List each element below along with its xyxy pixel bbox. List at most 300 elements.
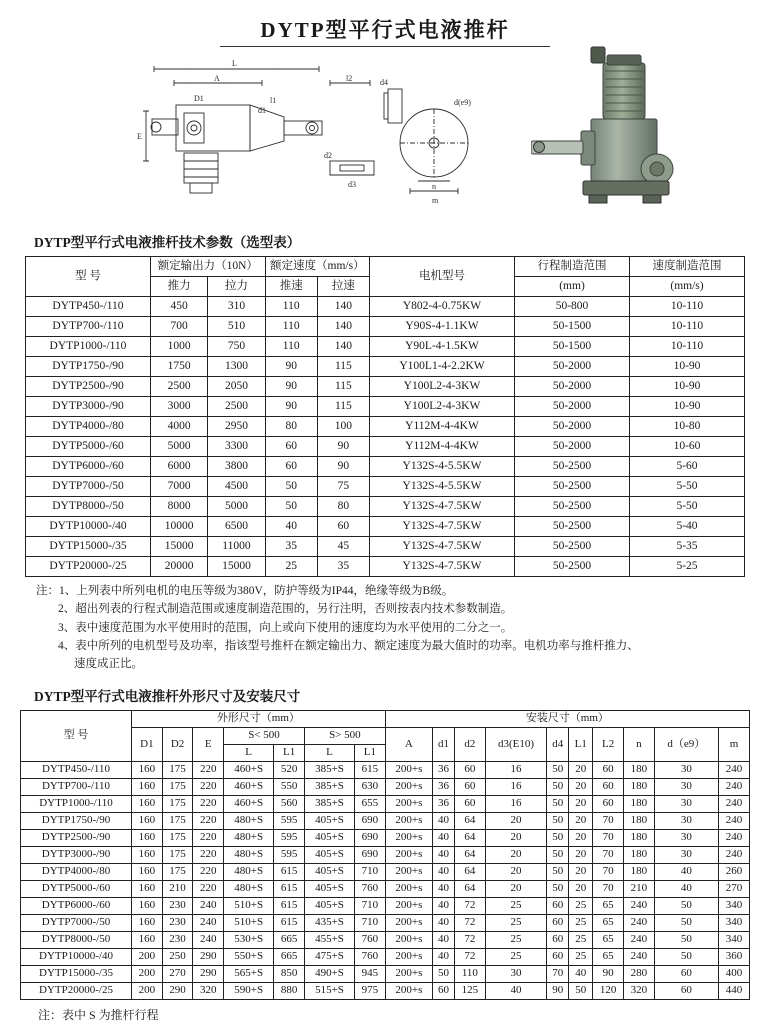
- cell-value: 200+s: [385, 983, 432, 1000]
- table-row: [21, 915, 750, 932]
- cell-value: 60: [317, 517, 369, 537]
- cell-value: 6500: [208, 517, 265, 537]
- cell-model: DYTP700-/110: [21, 779, 132, 796]
- th-speed-range: 速度制造范围: [630, 257, 745, 277]
- cell-value: 175: [162, 847, 193, 864]
- cell-value: Y112M-4-4KW: [370, 437, 515, 457]
- cell-value: 90: [265, 377, 317, 397]
- th2-a: A: [385, 728, 432, 762]
- cell-value: 220: [193, 864, 224, 881]
- cell-value: 760: [355, 881, 386, 898]
- cell-value: 270: [719, 881, 750, 898]
- cell-value: 665: [274, 949, 305, 966]
- cell-value: 240: [719, 796, 750, 813]
- cell-value: Y132S-4-5.5KW: [370, 457, 515, 477]
- cell-value: 6000: [151, 457, 208, 477]
- cell-value: 60: [547, 932, 569, 949]
- cell-value: 10-90: [630, 357, 745, 377]
- cell-value: 10-110: [630, 337, 745, 357]
- cell-value: 340: [719, 932, 750, 949]
- cell-value: 200+s: [385, 915, 432, 932]
- cell-value: 80: [317, 497, 369, 517]
- cell-value: 200+s: [385, 830, 432, 847]
- cell-value: Y90L-4-1.5KW: [370, 337, 515, 357]
- cell-value: 30: [654, 762, 718, 779]
- th-stroke-unit: (mm): [515, 277, 630, 297]
- cell-value: 50-2500: [515, 497, 630, 517]
- cell-value: 50: [547, 813, 569, 830]
- cell-model: DYTP450-/110: [21, 762, 132, 779]
- dimension-table-body: [21, 762, 750, 1000]
- cell-value: Y100L2-4-3KW: [370, 377, 515, 397]
- cell-value: 230: [162, 915, 193, 932]
- cell-value: 50-2000: [515, 437, 630, 457]
- table-row: [26, 357, 745, 377]
- cell-value: 25: [265, 557, 317, 577]
- cell-value: 210: [162, 881, 193, 898]
- cell-value: 35: [317, 557, 369, 577]
- cell-value: 25: [485, 949, 547, 966]
- cell-value: 1000: [151, 337, 208, 357]
- cell-value: 230: [162, 932, 193, 949]
- cell-value: 50: [654, 932, 718, 949]
- table-row: [21, 881, 750, 898]
- cell-value: 60: [547, 915, 569, 932]
- cell-value: 455+S: [304, 932, 354, 949]
- cell-value: 310: [208, 297, 265, 317]
- cell-value: 180: [623, 779, 654, 796]
- table-row: [21, 949, 750, 966]
- cell-value: 60: [593, 779, 624, 796]
- th2-d2: D2: [162, 728, 193, 762]
- th2-s-lt: S< 500: [224, 728, 305, 745]
- cell-value: 75: [317, 477, 369, 497]
- cell-value: 50-1500: [515, 317, 630, 337]
- cell-value: 210: [623, 881, 654, 898]
- table-row: [21, 932, 750, 949]
- cell-value: 2950: [208, 417, 265, 437]
- cell-value: 25: [569, 898, 593, 915]
- cell-value: 160: [132, 830, 163, 847]
- cell-value: 90: [317, 457, 369, 477]
- cell-value: 560: [274, 796, 305, 813]
- cell-model: DYTP1000-/110: [21, 796, 132, 813]
- cell-value: 240: [623, 915, 654, 932]
- cell-value: 8000: [151, 497, 208, 517]
- table-row: [21, 864, 750, 881]
- cell-value: 10-80: [630, 417, 745, 437]
- cell-value: 60: [547, 949, 569, 966]
- table-row: [21, 813, 750, 830]
- cell-value: 5-50: [630, 497, 745, 517]
- table-row: [21, 779, 750, 796]
- cell-value: 50-2500: [515, 457, 630, 477]
- cell-value: 20: [569, 813, 593, 830]
- cell-value: 530+S: [224, 932, 274, 949]
- cell-value: 10-60: [630, 437, 745, 457]
- cell-value: Y112M-4-4KW: [370, 417, 515, 437]
- cell-value: 320: [193, 983, 224, 1000]
- cell-model: DYTP5000-/60: [26, 437, 151, 457]
- section2-heading: DYTP型平行式电液推杆外形尺寸及安装尺寸: [34, 689, 301, 705]
- th2-l1-a: L1: [274, 745, 305, 762]
- cell-value: 5-25: [630, 557, 745, 577]
- cell-value: 615: [274, 881, 305, 898]
- cell-value: 220: [193, 847, 224, 864]
- svg-text:n: n: [432, 182, 436, 191]
- cell-value: 20: [485, 881, 547, 898]
- cell-value: 160: [132, 898, 163, 915]
- cell-value: 16: [485, 779, 547, 796]
- cell-value: 50-2000: [515, 397, 630, 417]
- cell-value: 385+S: [304, 779, 354, 796]
- cell-value: 180: [623, 830, 654, 847]
- cell-value: 710: [355, 898, 386, 915]
- table-row: [26, 317, 745, 337]
- cell-value: 65: [593, 898, 624, 915]
- cell-value: 200+s: [385, 949, 432, 966]
- cell-value: 140: [317, 297, 369, 317]
- cell-model: DYTP2500-/90: [26, 377, 151, 397]
- cell-model: DYTP6000-/60: [21, 898, 132, 915]
- th-model: 型 号: [26, 257, 151, 297]
- cell-value: 35: [265, 537, 317, 557]
- cell-value: 50-2000: [515, 377, 630, 397]
- cell-value: 110: [455, 966, 486, 983]
- svg-text:d(e9): d(e9): [454, 98, 471, 107]
- cell-model: DYTP20000-/25: [26, 557, 151, 577]
- cell-value: 60: [265, 437, 317, 457]
- cell-value: 405+S: [304, 881, 354, 898]
- cell-value: 50-1500: [515, 337, 630, 357]
- cell-value: 40: [654, 864, 718, 881]
- cell-value: 180: [623, 847, 654, 864]
- cell-value: 70: [593, 847, 624, 864]
- svg-text:d3: d3: [348, 180, 356, 189]
- th2-l-a: L: [224, 745, 274, 762]
- cell-value: Y132S-4-5.5KW: [370, 477, 515, 497]
- technical-drawing-area: [14, 53, 756, 223]
- cell-value: 80: [265, 417, 317, 437]
- cell-value: 220: [193, 779, 224, 796]
- cell-value: 180: [623, 864, 654, 881]
- note-4: 4、表中所列的电机型号及功率，指该型号推杆在额定输出力、额定速度为最大值时的功率。电机功率与推杆推力、: [58, 639, 639, 652]
- cell-value: 180: [623, 762, 654, 779]
- cell-value: 3800: [208, 457, 265, 477]
- table-row: [21, 983, 750, 1000]
- cell-value: 40: [265, 517, 317, 537]
- cell-value: 70: [593, 881, 624, 898]
- cell-value: 450: [151, 297, 208, 317]
- cell-value: 320: [623, 983, 654, 1000]
- cell-value: 475+S: [304, 949, 354, 966]
- cell-value: 65: [593, 915, 624, 932]
- cell-value: 515+S: [304, 983, 354, 1000]
- cell-value: 60: [455, 762, 486, 779]
- cell-value: 200: [132, 983, 163, 1000]
- cell-value: 460+S: [224, 762, 274, 779]
- cell-value: 200+s: [385, 847, 432, 864]
- svg-text:D1: D1: [194, 94, 204, 103]
- cell-value: 160: [132, 796, 163, 813]
- th2-ml1: L1: [569, 728, 593, 762]
- cell-value: 340: [719, 915, 750, 932]
- cell-value: 690: [355, 813, 386, 830]
- cell-value: 50-2500: [515, 557, 630, 577]
- cell-value: 40: [654, 881, 718, 898]
- cell-value: 220: [193, 813, 224, 830]
- cell-value: 175: [162, 796, 193, 813]
- svg-text:l2: l2: [346, 74, 353, 83]
- cell-value: 405+S: [304, 813, 354, 830]
- spec-table-body: [26, 297, 745, 577]
- table-header-row: [26, 257, 745, 277]
- cell-value: 50: [432, 966, 454, 983]
- cell-value: 20: [485, 830, 547, 847]
- cell-value: 7000: [151, 477, 208, 497]
- cell-value: 50: [547, 779, 569, 796]
- cell-value: 1750: [151, 357, 208, 377]
- cell-value: Y802-4-0.75KW: [370, 297, 515, 317]
- cell-value: 400: [719, 966, 750, 983]
- cell-value: 435+S: [304, 915, 354, 932]
- cell-value: 60: [265, 457, 317, 477]
- cell-model: DYTP7000-/50: [21, 915, 132, 932]
- cell-value: 70: [593, 813, 624, 830]
- cell-value: 405+S: [304, 847, 354, 864]
- cell-value: 50: [547, 847, 569, 864]
- table-row: [26, 337, 745, 357]
- cell-model: DYTP700-/110: [26, 317, 151, 337]
- cell-value: 360: [719, 949, 750, 966]
- cell-value: 280: [623, 966, 654, 983]
- table-row: [26, 297, 745, 317]
- cell-value: 200+s: [385, 813, 432, 830]
- cell-value: 220: [193, 796, 224, 813]
- cell-value: 115: [317, 377, 369, 397]
- cell-value: 340: [719, 898, 750, 915]
- cell-value: Y100L1-4-2.2KW: [370, 357, 515, 377]
- table-row: [26, 557, 745, 577]
- th-rated-speed: 额定速度（mm/s）: [265, 257, 369, 277]
- cell-value: 10-90: [630, 397, 745, 417]
- table-row: [21, 966, 750, 983]
- cell-model: DYTP3000-/90: [26, 397, 151, 417]
- table-row: [26, 417, 745, 437]
- cell-value: 20: [569, 881, 593, 898]
- cell-value: 710: [355, 915, 386, 932]
- cell-model: DYTP10000-/40: [21, 949, 132, 966]
- th-motor: 电机型号: [370, 257, 515, 297]
- cell-value: 405+S: [304, 898, 354, 915]
- cell-value: 590+S: [224, 983, 274, 1000]
- assembly-line-drawing: [134, 53, 554, 223]
- cell-value: 615: [274, 864, 305, 881]
- cell-value: 100: [317, 417, 369, 437]
- cell-value: 140: [317, 317, 369, 337]
- cell-value: 64: [455, 830, 486, 847]
- cell-value: 480+S: [224, 813, 274, 830]
- cell-value: 50: [547, 796, 569, 813]
- table-row: [21, 796, 750, 813]
- cell-value: 240: [719, 813, 750, 830]
- svg-text:l1: l1: [270, 96, 277, 105]
- cell-value: 200: [132, 949, 163, 966]
- cell-value: 880: [274, 983, 305, 1000]
- cell-value: 50: [654, 949, 718, 966]
- th-pull: 拉力: [208, 277, 265, 297]
- cell-value: 160: [132, 847, 163, 864]
- cell-value: 2500: [151, 377, 208, 397]
- cell-value: 40: [432, 847, 454, 864]
- cell-value: 3300: [208, 437, 265, 457]
- cell-value: Y132S-4-7.5KW: [370, 497, 515, 517]
- th-push-speed: 推速: [265, 277, 317, 297]
- cell-value: 50: [654, 898, 718, 915]
- th2-s-gt: S> 500: [304, 728, 385, 745]
- th-speed-unit: (mm/s): [630, 277, 745, 297]
- cell-value: 5-50: [630, 477, 745, 497]
- cell-value: 50: [547, 762, 569, 779]
- section1-notes: [36, 583, 756, 673]
- cell-value: 40: [432, 915, 454, 932]
- table-row: [26, 437, 745, 457]
- section1-heading: DYTP型平行式电液推杆技术参数（选型表）: [34, 235, 301, 250]
- cell-value: 36: [432, 762, 454, 779]
- document-page: [0, 14, 770, 1023]
- cell-value: 220: [193, 830, 224, 847]
- cell-value: 5-40: [630, 517, 745, 537]
- th2-md3: d3(E10): [485, 728, 547, 762]
- dim-header-row-1: [21, 711, 750, 728]
- cell-value: 690: [355, 830, 386, 847]
- cell-value: 760: [355, 949, 386, 966]
- cell-value: 125: [455, 983, 486, 1000]
- cell-value: 240: [623, 932, 654, 949]
- cell-value: 200+s: [385, 779, 432, 796]
- cell-value: 290: [162, 983, 193, 1000]
- cell-value: 250: [162, 949, 193, 966]
- cell-value: 710: [355, 864, 386, 881]
- cell-value: 90: [593, 966, 624, 983]
- th2-m: m: [719, 728, 750, 762]
- cell-value: 260: [719, 864, 750, 881]
- svg-text:d1: d1: [258, 106, 266, 115]
- th-push: 推力: [151, 277, 208, 297]
- cell-value: 90: [265, 357, 317, 377]
- cell-value: 655: [355, 796, 386, 813]
- cell-value: 200+s: [385, 932, 432, 949]
- cell-value: 10-110: [630, 297, 745, 317]
- cell-value: 72: [455, 898, 486, 915]
- cell-value: 10000: [151, 517, 208, 537]
- cell-value: 40: [432, 898, 454, 915]
- cell-value: 180: [623, 796, 654, 813]
- cell-value: 65: [593, 932, 624, 949]
- cell-value: 200+s: [385, 898, 432, 915]
- cell-value: 120: [593, 983, 624, 1000]
- cell-value: 175: [162, 762, 193, 779]
- svg-text:A: A: [214, 74, 220, 83]
- cell-value: 4000: [151, 417, 208, 437]
- cell-value: 40: [432, 864, 454, 881]
- cell-value: Y132S-4-7.5KW: [370, 537, 515, 557]
- cell-value: 160: [132, 762, 163, 779]
- cell-model: DYTP4000-/80: [26, 417, 151, 437]
- table-row: [26, 457, 745, 477]
- cell-value: 20: [569, 847, 593, 864]
- cell-model: DYTP450-/110: [26, 297, 151, 317]
- cell-value: 15000: [208, 557, 265, 577]
- cell-value: 200+s: [385, 864, 432, 881]
- cell-value: 40: [432, 932, 454, 949]
- product-photo: [531, 45, 696, 225]
- th2-model: 型 号: [21, 711, 132, 762]
- note-1: 注：1、上列表中所列电机的电压等级为380V，防护等级为IP44，绝缘等级为B级。: [36, 585, 454, 597]
- cell-value: 40: [432, 813, 454, 830]
- cell-value: 50: [654, 915, 718, 932]
- cell-model: DYTP15000-/35: [26, 537, 151, 557]
- cell-value: 595: [274, 830, 305, 847]
- cell-value: 20: [569, 779, 593, 796]
- cell-value: 615: [274, 898, 305, 915]
- cell-value: 25: [569, 949, 593, 966]
- cell-value: 90: [317, 437, 369, 457]
- cell-value: 290: [193, 949, 224, 966]
- cell-value: 160: [132, 881, 163, 898]
- cell-value: 520: [274, 762, 305, 779]
- cell-value: 70: [547, 966, 569, 983]
- cell-value: 405+S: [304, 830, 354, 847]
- cell-model: DYTP3000-/90: [21, 847, 132, 864]
- cell-model: DYTP1000-/110: [26, 337, 151, 357]
- cell-value: 50: [547, 881, 569, 898]
- cell-value: 60: [593, 762, 624, 779]
- cell-value: 36: [432, 779, 454, 796]
- cell-value: 700: [151, 317, 208, 337]
- cell-value: 2050: [208, 377, 265, 397]
- cell-value: 50: [265, 477, 317, 497]
- cell-value: 2500: [208, 397, 265, 417]
- cell-value: 595: [274, 847, 305, 864]
- cell-model: DYTP5000-/60: [21, 881, 132, 898]
- cell-value: 110: [265, 337, 317, 357]
- cell-value: 240: [719, 779, 750, 796]
- cell-model: DYTP8000-/50: [26, 497, 151, 517]
- cell-value: 510+S: [224, 915, 274, 932]
- cell-value: 270: [162, 966, 193, 983]
- th-rated-output: 额定输出力（10N）: [151, 257, 266, 277]
- cell-value: 850: [274, 966, 305, 983]
- table-row: [26, 477, 745, 497]
- cell-value: 140: [317, 337, 369, 357]
- cell-value: 64: [455, 881, 486, 898]
- cell-value: 240: [719, 847, 750, 864]
- cell-model: DYTP7000-/50: [26, 477, 151, 497]
- cell-value: 385+S: [304, 796, 354, 813]
- th2-md1: d1: [432, 728, 454, 762]
- cell-value: 64: [455, 847, 486, 864]
- cell-value: 72: [455, 932, 486, 949]
- table-row: [21, 847, 750, 864]
- cell-value: 5-35: [630, 537, 745, 557]
- cell-value: 460+S: [224, 796, 274, 813]
- cell-value: 565+S: [224, 966, 274, 983]
- cell-value: 490+S: [304, 966, 354, 983]
- cell-value: 50-2500: [515, 517, 630, 537]
- cell-value: 5000: [151, 437, 208, 457]
- cell-value: 20: [569, 796, 593, 813]
